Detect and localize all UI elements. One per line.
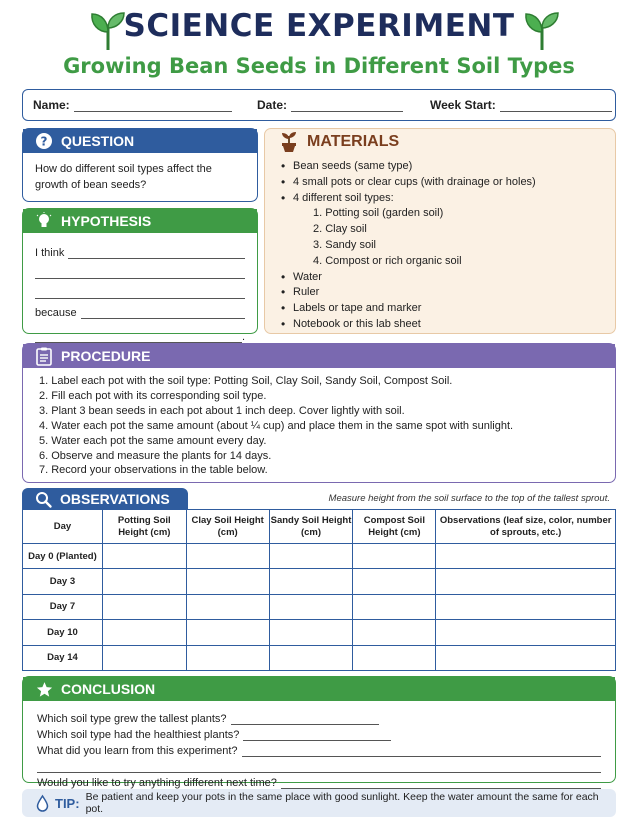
hypothesis-header [23, 209, 257, 233]
conclusion-header [23, 677, 615, 701]
tip-text: Be patient and keep your pots in the same place with good sunlight. Keep the water amount the same for each pot. [85, 791, 599, 815]
list-item: • 4 small pots or clear cups (with drainage or holes) [293, 175, 615, 191]
list-item: • Water [293, 270, 615, 286]
svg-text:?: ? [40, 134, 48, 149]
page-title: SCIENCE EXPERIMENT [123, 8, 515, 44]
procedure-step: 5. Water each pot the same amount every day. [39, 434, 267, 447]
table-cell[interactable] [436, 620, 616, 645]
i-think-field[interactable] [35, 241, 245, 259]
procedure-step: 3. Plant 3 bean seeds in each pot about 1 inch deep. Cover lightly with soil. [39, 404, 405, 417]
sprout-icon [522, 10, 562, 52]
table-cell[interactable] [269, 569, 353, 594]
table-cell[interactable] [353, 594, 436, 619]
table-row [23, 645, 616, 670]
materials-header [265, 129, 615, 155]
worksheet-header [0, 0, 638, 88]
table-row [23, 569, 616, 594]
plant-pot-icon [279, 131, 299, 153]
question-card [22, 128, 258, 202]
conclusion-question: What did you learn from this experiment? [37, 745, 238, 757]
water-drop-icon [36, 795, 49, 812]
table-cell[interactable] [102, 569, 186, 594]
name-label: Name: [33, 98, 70, 112]
end-period: . [241, 331, 245, 343]
table-cell[interactable] [436, 645, 616, 670]
hypothesis-body [23, 233, 257, 357]
materials-card [264, 128, 616, 334]
star-icon [35, 680, 53, 698]
column-header: Sandy Soil Height (cm) [269, 510, 353, 544]
procedure-steps [23, 368, 615, 478]
week-start-label: Week Start: [430, 98, 496, 112]
tip-label: TIP: [55, 795, 80, 811]
table-cell[interactable] [353, 645, 436, 670]
week-start-field[interactable] [430, 98, 612, 112]
procedure-step: 7. Record your observations in the table below. [39, 464, 268, 477]
date-field[interactable] [257, 98, 403, 112]
observations-table [22, 509, 616, 671]
procedure-card [22, 343, 616, 483]
i-think-label: I think [35, 247, 65, 259]
observations-note: Measure height from the soil surface to the top of the tallest sprout. [328, 493, 610, 504]
table-cell[interactable] [186, 620, 269, 645]
hypothesis-card [22, 208, 258, 343]
conclusion-body [23, 701, 615, 797]
soil-type-item: 3. Sandy soil [313, 238, 376, 251]
question-header [23, 129, 257, 153]
lightbulb-icon [35, 212, 53, 230]
table-cell[interactable] [269, 544, 353, 569]
procedure-step: 4. Water each pot the same amount (about ¼ cup) and place them in the same spot with sunlight. [39, 419, 514, 432]
column-header: Compost Soil Height (cm) [353, 510, 436, 544]
conclusion-question: Which soil type grew the tallest plants? [37, 713, 227, 725]
row-label: Day 7 [23, 594, 103, 619]
learned-field[interactable] [37, 741, 601, 757]
table-cell[interactable] [436, 594, 616, 619]
list-item: • Notebook or this lab sheet [293, 317, 615, 333]
soil-type-item: 1. Potting soil (garden soil) [313, 207, 444, 220]
table-cell[interactable] [436, 544, 616, 569]
row-label: Day 10 [23, 620, 103, 645]
table-cell[interactable] [102, 594, 186, 619]
column-header: Day [23, 510, 103, 544]
observations-header [22, 488, 188, 510]
table-cell[interactable] [186, 594, 269, 619]
table-cell[interactable] [269, 594, 353, 619]
table-cell[interactable] [102, 645, 186, 670]
procedure-header [23, 344, 615, 368]
table-header-row [23, 510, 616, 544]
table-cell[interactable] [353, 569, 436, 594]
hypothesis-line[interactable] [35, 265, 245, 279]
table-row [23, 594, 616, 619]
column-header: Potting Soil Height (cm) [102, 510, 186, 544]
learned-extra-line[interactable] [37, 757, 601, 773]
table-cell[interactable] [186, 645, 269, 670]
procedure-title: PROCEDURE [61, 348, 151, 364]
magnifier-icon [34, 490, 52, 508]
hypothesis-title: HYPOTHESIS [61, 213, 152, 229]
hypothesis-last-line[interactable] [35, 325, 245, 343]
question-title: QUESTION [61, 133, 135, 149]
conclusion-question: Which soil type had the healthiest plants? [37, 729, 240, 741]
list-item: • Ruler [293, 285, 615, 301]
table-row [23, 544, 616, 569]
observations-title: OBSERVATIONS [60, 491, 170, 507]
row-label: Day 14 [23, 645, 103, 670]
date-label: Date: [257, 98, 288, 112]
table-cell[interactable] [436, 569, 616, 594]
next-time-field[interactable] [37, 773, 601, 789]
soil-type-item: 2. Clay soil [313, 223, 367, 236]
row-label: Day 3 [23, 569, 103, 594]
column-header: Observations (leaf size, color, number of sprouts, etc.) [436, 510, 616, 544]
clipboard-icon [35, 347, 53, 365]
conclusion-title: CONCLUSION [61, 681, 156, 697]
question-mark-icon [35, 132, 53, 150]
table-cell[interactable] [102, 620, 186, 645]
table-row [23, 620, 616, 645]
list-item: • Bean seeds (same type) [293, 159, 615, 175]
materials-title: MATERIALS [307, 133, 400, 150]
table-cell[interactable] [186, 569, 269, 594]
healthiest-plants-field[interactable] [37, 725, 601, 741]
table-cell[interactable] [269, 645, 353, 670]
materials-list [265, 155, 615, 333]
conclusion-question: Would you like to try anything different next time? [37, 777, 277, 789]
list-item: • 4 different soil types: [293, 191, 615, 207]
student-info-bar [22, 89, 616, 121]
name-field[interactable] [33, 98, 232, 112]
soil-type-item: 4. Compost or rich organic soil [313, 254, 462, 267]
question-text: How do different soil types affect the growth of bean seeds? [35, 163, 212, 191]
table-cell[interactable] [353, 620, 436, 645]
procedure-step: 6. Observe and measure the plants for 14 days. [39, 449, 272, 462]
page-subtitle: Growing Bean Seeds in Different Soil Types [63, 54, 575, 78]
procedure-step: 1. Label each pot with the soil type: Potting Soil, Clay Soil, Sandy Soil, Compost Soil. [39, 375, 453, 387]
because-field[interactable] [35, 301, 245, 319]
list-item: • Labels or tape and marker [293, 301, 615, 317]
tallest-plants-field[interactable] [37, 709, 601, 725]
row-label: Day 0 (Planted) [23, 544, 103, 569]
table-cell[interactable] [353, 544, 436, 569]
table-cell[interactable] [186, 544, 269, 569]
conclusion-card [22, 676, 616, 789]
tip-banner [22, 789, 616, 817]
hypothesis-line[interactable] [35, 285, 245, 299]
procedure-step: 2. Fill each pot with its corresponding soil type. [39, 389, 267, 402]
because-label: because [35, 307, 77, 319]
column-header: Clay Soil Height (cm) [186, 510, 269, 544]
table-cell[interactable] [269, 620, 353, 645]
table-cell[interactable] [102, 544, 186, 569]
